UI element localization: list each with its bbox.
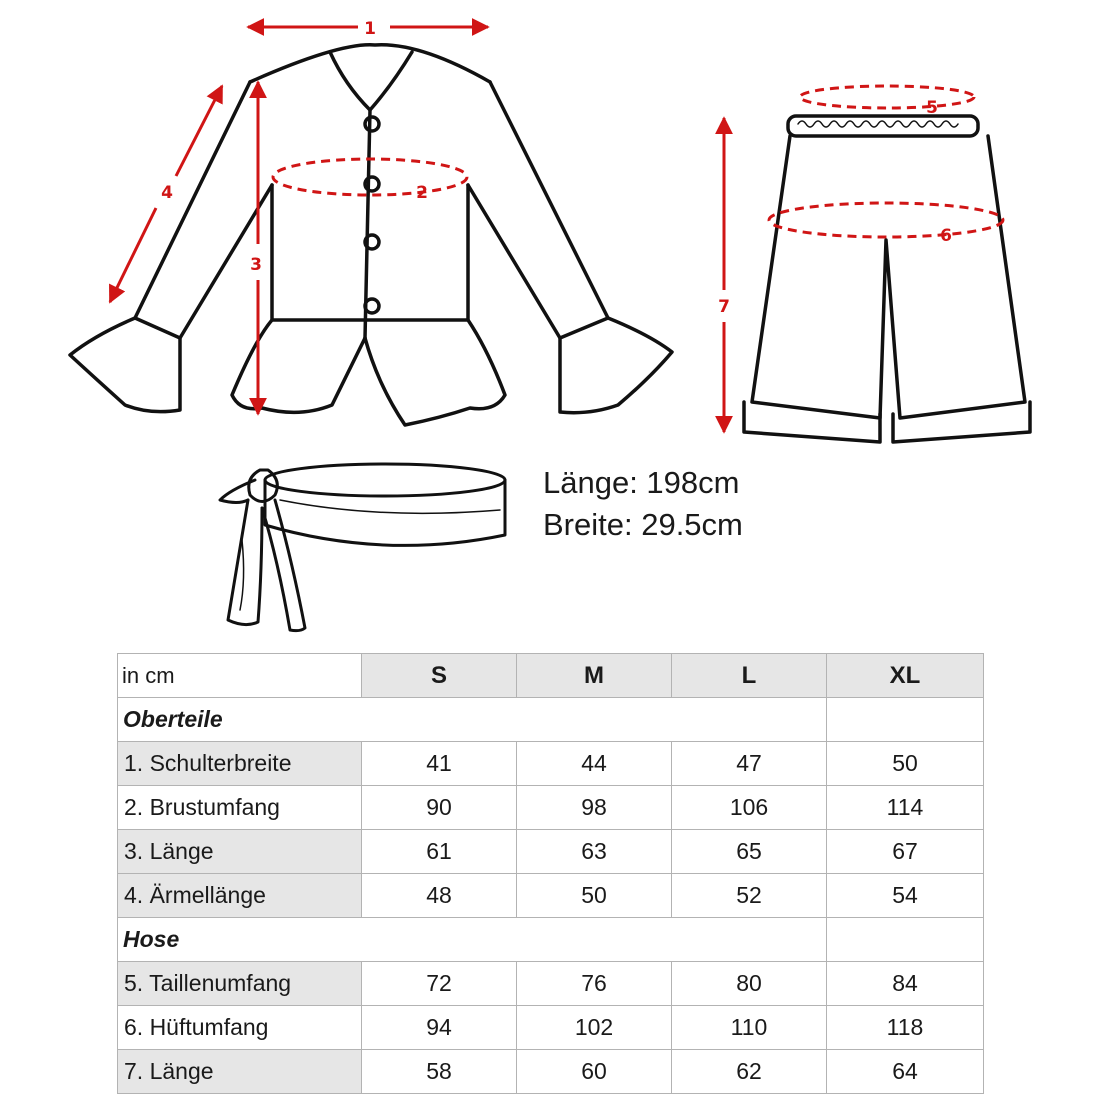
size-header: M [517,654,672,698]
value-cell: 90 [362,786,517,830]
row-label: 4. Ärmellänge [118,874,362,918]
section-title: Hose [118,918,827,962]
shorts-drawing [744,116,1030,442]
table-row [118,786,984,830]
value-cell: 60 [517,1050,672,1094]
row-label: 7. Länge [118,1050,362,1094]
marker-5: 5 [926,98,938,118]
size-header: S [362,654,517,698]
value-cell: 102 [517,1006,672,1050]
value-cell: 106 [672,786,827,830]
belt-drawing [220,464,505,631]
belt-width: Breite: 29.5cm [543,507,743,542]
row-label: 5. Taillenumfang [118,962,362,1006]
marker-4: 4 [161,183,173,203]
value-cell: 64 [827,1050,984,1094]
row-label: 1. Schulterbreite [118,742,362,786]
value-cell: 58 [362,1050,517,1094]
marker-3: 3 [250,255,262,275]
value-cell: 50 [827,742,984,786]
table-row [118,1050,984,1094]
marker-6: 6 [940,226,952,246]
value-cell: 52 [672,874,827,918]
value-cell: 72 [362,962,517,1006]
section-title: Oberteile [118,698,827,742]
value-cell: 98 [517,786,672,830]
size-table [117,653,984,1094]
section-row [118,698,984,742]
value-cell: 80 [672,962,827,1006]
table-row [118,962,984,1006]
value-cell: 84 [827,962,984,1006]
value-cell: 94 [362,1006,517,1050]
value-cell: 67 [827,830,984,874]
row-label: 2. Brustumfang [118,786,362,830]
size-header: XL [827,654,984,698]
table-row [118,830,984,874]
empty-cell [827,698,984,742]
value-cell: 41 [362,742,517,786]
value-cell: 61 [362,830,517,874]
marker-2: 2 [416,183,428,203]
table-row [118,1006,984,1050]
belt-length: Länge: 198cm [543,465,740,500]
value-cell: 114 [827,786,984,830]
section-row [118,918,984,962]
value-cell: 50 [517,874,672,918]
value-cell: 54 [827,874,984,918]
marker-7: 7 [718,297,730,317]
row-label: 3. Länge [118,830,362,874]
value-cell: 110 [672,1006,827,1050]
value-cell: 118 [827,1006,984,1050]
empty-cell [827,918,984,962]
value-cell: 76 [517,962,672,1006]
row-label: 6. Hüftumfang [118,1006,362,1050]
value-cell: 63 [517,830,672,874]
table-row [118,742,984,786]
table-row [118,874,984,918]
belt-dimensions [543,462,743,546]
value-cell: 48 [362,874,517,918]
jacket-drawing [70,45,672,425]
value-cell: 62 [672,1050,827,1094]
value-cell: 47 [672,742,827,786]
size-header: L [672,654,827,698]
value-cell: 65 [672,830,827,874]
unit-label: in cm [118,654,362,698]
marker-1: 1 [364,19,376,39]
value-cell: 44 [517,742,672,786]
table-header-row [118,654,984,698]
